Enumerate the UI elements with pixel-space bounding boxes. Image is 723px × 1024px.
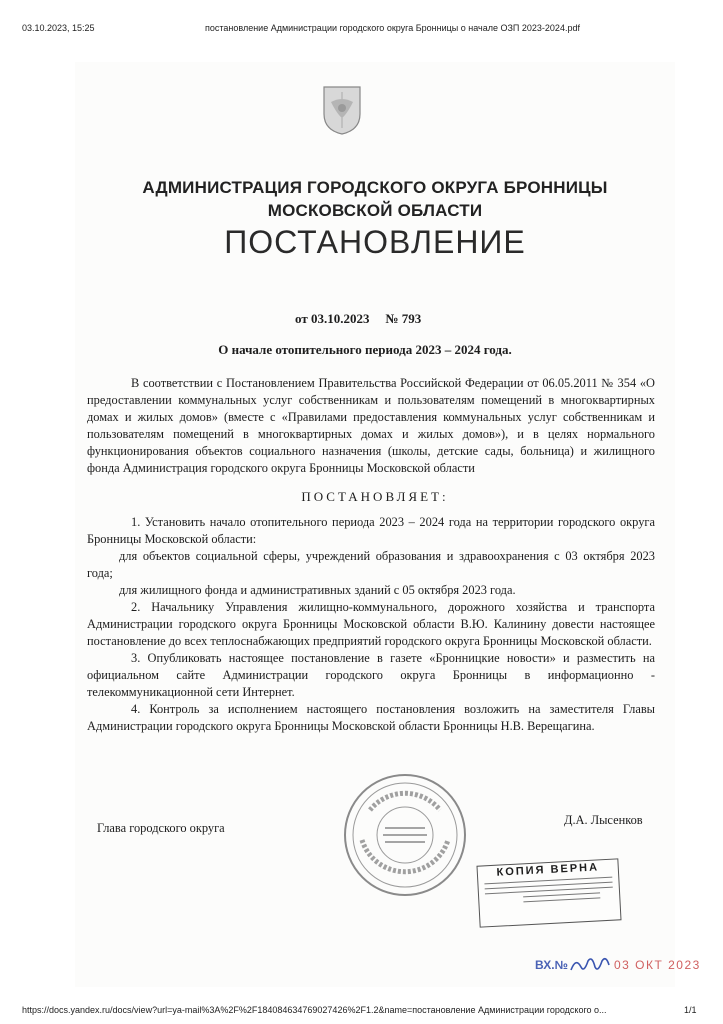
item-1: 1. Установить начало отопительного периода 2023 – 2024 года на территории городского округа Бронницы Московской области:: [87, 515, 655, 546]
decree-number: № 793: [385, 311, 422, 326]
date-number-line: [295, 311, 421, 327]
decree-date: от 03.10.2023: [295, 311, 370, 326]
decree-word: ПОСТАНОВЛЯЕТ:: [301, 489, 449, 504]
copy-certified-stamp: [476, 858, 621, 927]
incoming-label: ВХ.№: [535, 958, 568, 972]
official-seal-icon: [340, 770, 470, 900]
signatory-name: Д.А. Лысенков: [564, 813, 643, 827]
item-2: 2. Начальнику Управления жилищно-коммунального, дорожного хозяйства и транспорта Администрации городского округа Бронницы Московской области В.Ю. Калинину довести настоящее постановление до всех теплоснабжающих предприятий городского округа Бронницы Московской области.: [87, 600, 655, 648]
item-1b: для жилищного фонда и административных зданий с 05 октября 2023 года.: [119, 583, 516, 597]
item-4: 4. Контроль за исполнением настоящего постановления возложить на заместителя Главы Администрации городского округа Бронницы Московской области Бронницы Н.В. Верещагина.: [87, 702, 655, 733]
incoming-date: 03 ОКТ 2023: [613, 958, 701, 972]
handwritten-number-icon: [568, 955, 612, 975]
item-3: 3. Опубликовать настоящее постановление в газете «Бронницкие новости» и разместить на официальном сайте Администрации городского округа Бронницы в информационно - телекоммуникационной сети Интернет.: [87, 651, 655, 699]
copy-stamp-lines: [484, 877, 613, 905]
item-1a: для объектов социальной сферы, учреждений образования и здравоохранения с 03 октября 2023 года;: [87, 549, 655, 580]
signatory-role: Глава городского округа: [97, 821, 225, 835]
copy-stamp-title: КОПИЯ ВЕРНА: [496, 861, 600, 879]
document-type-title: ПОСТАНОВЛЕНИЕ: [224, 224, 526, 260]
admin-name-line2: МОСКОВСКОЙ ОБЛАСТИ: [267, 201, 483, 220]
print-datetime: 03.10.2023, 15:25: [22, 23, 95, 33]
scanned-page: [75, 62, 701, 987]
page-url: https://docs.yandex.ru/docs/view?url=ya-mail%3A%2F%2F184084634769027426%2F1.2&name=постановление Администрации городского о...: [22, 1005, 607, 1015]
coat-of-arms-icon: [321, 84, 363, 136]
admin-name-line1: АДМИНИСТРАЦИЯ ГОРОДСКОГО ОКРУГА БРОННИЦЫ: [142, 178, 608, 197]
decree-items: [87, 514, 655, 735]
incoming-registration-stamp: [535, 955, 701, 975]
page-counter: 1/1: [684, 1005, 697, 1015]
preamble-paragraph: В соответствии с Постановлением Правительства Российской Федерации от 06.05.2011 № 354 «О предоставлении коммунальных услуг собственникам и пользователям помещений в многоквартирных домах и жилых домов» (вместе с «Правилами предоставления коммунальных услуг собственникам и пользователям помещений в многоквартирных домах и жилых домов»), и в целях нормального функционирования объектов социального назначения (школы, детские сады, больница) и жилищного фонда Администрация городского округа Бронницы Московской области: [87, 376, 655, 475]
decree-subject: О начале отопительного периода 2023 – 2024 года.: [218, 342, 512, 357]
document-title-header: постановление Администрации городского округа Бронницы о начале ОЗП 2023-2024.pdf: [205, 23, 580, 33]
